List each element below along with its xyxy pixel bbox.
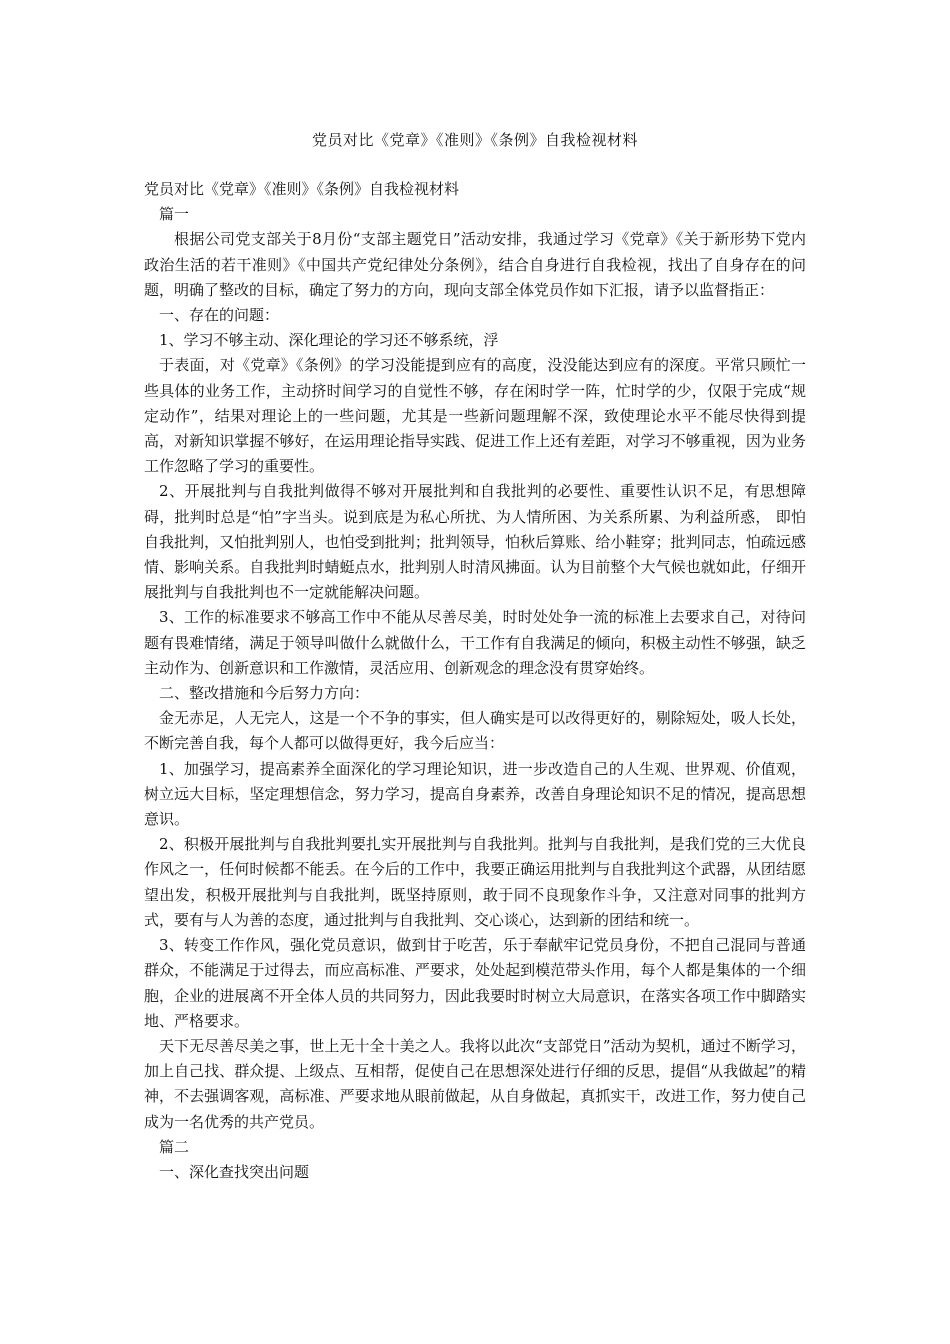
problem-1-body: 于表面，对《党章》《条例》的学习没能提到应有的高度，没没能达到应有的深度。平常只顾忙一些具体的业务工作，主动挤时间学习的自觉性不够，存在闲时学一阵，忙时学的少，仅限于完成“规定动作”，结果对理论上的一些问题，尤其是一些新问题理解不深，致使理论水平不能尽快得到提高，对新知识掌握不够好，在运用理论指导实践、促进工作上还有差距，对学习不够重视，因为业务工作忽略了学习的重要性。 [144,356,806,476]
problem-3-body: 3、工作的标准要求不够高工作中不能从尽善尽美，时时处处争一流的标准上去要求自己，对待问题有畏难情绪，满足于领导叫做什么就做什么，干工作有自我满足的倾向，积极主动性不够强，缺乏主动作为、创新意识和工作激情，灵活应用、创新观念的理念没有贯穿始终。 [144,608,806,677]
section-heading-part-2: 篇二 [159,1137,190,1156]
section-heading-part-1: 篇一 [159,205,190,224]
document-body [144,177,806,1185]
heading-find-problems: 一、深化查找突出问题 [159,1162,310,1181]
heading-existing-problems: 一、存在的问题： [159,306,280,325]
document-title: 党员对比《党章》《准则》《条例》自我检视材料 [311,131,638,149]
heading-rectification-measures: 二、整改措施和今后努力方向： [159,684,370,703]
measure-2-body: 2、积极开展批判与自我批判要扎实开展批判与自我批判。批判与自我批判，是我们党的三大优良作风之一，任何时候都不能丢。在今后的工作中，我要正确运用批判与自我批判这个武器，从团结愿望出发，积极开展批判与自我批判，既坚持原则，敢于同不良现象作斗争，又注意对同事的批判方式，要有与人为善的态度，通过批判与自我批判、交心谈心，达到新的团结和统一。 [144,835,806,929]
problem-1-heading: 1、学习不够主动、深化理论的学习还不够系统，浮 [159,331,499,350]
paragraph-conclusion: 天下无尽善尽美之事，世上无十全十美之人。我将以此次“支部党日”活动为契机，通过不断学习，加上自己找、群众提、上级点、互相帮，促使自己在思想深处进行仔细的反思，提倡“从我做起”的精神，不去强调客观，高标准、严要求地从眼前做起，从自身做起，真抓实干，改进工作，努力使自己成为一名优秀的共产党员。 [144,1036,806,1131]
measure-3-body: 3、转变工作作风，强化党员意识，做到甘于吃苦，乐于奉献牢记党员身份，不把自己混同与普通群众，不能满足于过得去，而应高标准、严要求，处处起到模范带头作用，每个人都是集体的一个细胞，企业的进展离不开全体人员的共同努力，因此我要时时树立大局意识，在落实各项工作中脚踏实地、严格要求。 [144,936,806,1030]
paragraph-intro: 根据公司党支部关于8月份“支部主题党日”活动安排，我通过学习《党章》《关于新形势下党内政治生活的若干准则》《中国共产党纪律处分条例》，结合自身进行自我检视，找出了自身存在的问题，明确了整改的目标，确定了努力的方向，现向支部全体党员作如下汇报，请予以监督指正： [144,230,806,299]
problem-2-body: 2、开展批判与自我批判做得不够对开展批判和自我批判的必要性、重要性认识不足，有思想障碍，批判时总是“怕”字当头。说到底是为私心所扰、为人情所困、为关系所累、为利益所惑， 即怕自我批判，又怕批判别人，也怕受到批判；批判领导，怕秋后算账、给小鞋穿；批判同志，怕疏远感情、影响关系。自我批判时蜻蜓点水，批判别人时清风拂面。认为目前整个大气候也就如此，仔细开展批判与自我批判也不一定就能解决问题。 [144,482,806,602]
document-subtitle: 党员对比《党章》《准则》《条例》自我检视材料 [144,180,460,198]
measure-1-body: 1、加强学习，提高素养全面深化的学习理论知识，进一步改造自己的人生观、世界观、价值观，树立远大目标，坚定理想信念，努力学习，提高自身素养，改善自身理论知识不足的情况，提高思想意识。 [144,759,806,829]
paragraph-self-improvement: 金无赤足，人无完人，这是一个不争的事实，但人确实是可以改得更好的，剔除短处，吸人长处，不断完善自我，每个人都可以做得更好，我今后应当： [144,709,806,753]
